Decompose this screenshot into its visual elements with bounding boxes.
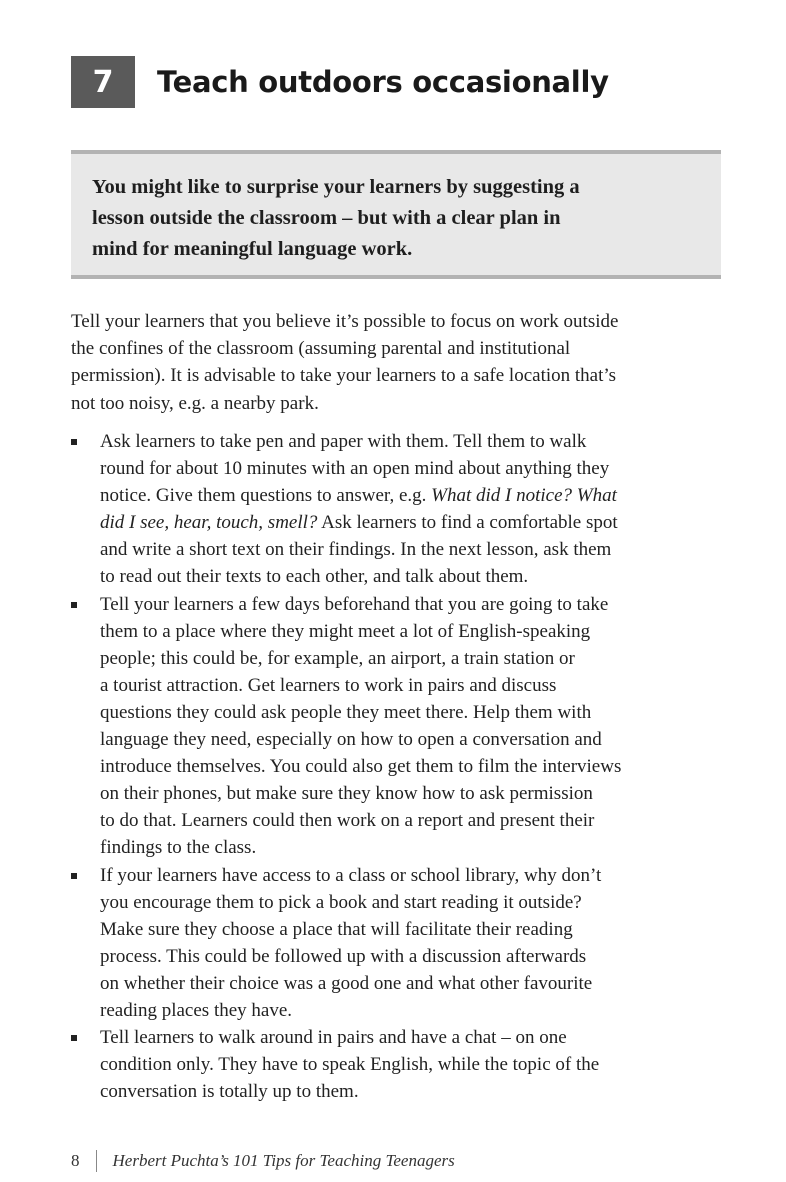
list-item-line: language they need, especially on how to open a conversation and — [100, 729, 602, 751]
page-footer — [71, 1147, 455, 1175]
intro-paragraph — [71, 308, 731, 417]
bullet-square-icon — [71, 602, 77, 608]
list-item-line: reading places they have. — [100, 999, 293, 1021]
bullet-square-icon — [71, 873, 77, 879]
list-item-line: on whether their choice was a good one and what other favourite — [100, 972, 593, 994]
list-item-text: notice. Give them questions to answer, e.g. — [100, 485, 432, 507]
list-item-line: process. This could be followed up with a discussion afterwards — [100, 945, 587, 967]
list-item-line: questions they could ask people they meet there. Help them with — [100, 701, 592, 723]
bullet-square-icon — [71, 439, 77, 445]
list-item — [71, 862, 731, 1025]
list-item-line: a tourist attraction. Get learners to work in pairs and discuss — [100, 674, 557, 696]
book-title: Herbert Puchta’s 101 Tips for Teaching Teenagers — [112, 1151, 455, 1170]
list-item-line: to read out their texts to each other, and talk about them. — [100, 566, 529, 588]
list-item-line: Tell learners to walk around in pairs and have a chat – on one — [100, 1027, 567, 1049]
list-item-line: round for about 10 minutes with an open mind about anything they — [100, 458, 610, 480]
list-item-line: and write a short text on their findings. In the next lesson, ask them — [100, 539, 612, 561]
list-item — [71, 428, 731, 591]
list-item-line — [100, 482, 731, 509]
intro-line: Tell your learners that you believe it’s possible to focus on work outside — [71, 311, 619, 332]
tip-number-badge: 7 — [71, 56, 135, 108]
list-item-text: Ask learners to find a comfortable spot — [317, 512, 618, 534]
list-item-line — [100, 509, 731, 536]
list-item-line: condition only. They have to speak English, while the topic of the — [100, 1054, 600, 1076]
callout-line: mind for meaningful language work. — [92, 238, 413, 260]
list-item-line: Ask learners to take pen and paper with them. Tell them to walk — [100, 431, 587, 452]
tips-bullet-list — [71, 428, 731, 1105]
callout-line: lesson outside the classroom – but with a clear plan in — [92, 207, 561, 229]
list-item-line: introduce themselves. You could also get them to film the interviews — [100, 756, 622, 778]
callout-box — [71, 150, 721, 279]
list-item-line: conversation is totally up to them. — [100, 1081, 359, 1103]
list-item-line: If your learners have access to a class or school library, why don’t — [100, 864, 602, 886]
bullet-square-icon — [71, 1035, 77, 1041]
intro-line: not too noisy, e.g. a nearby park. — [71, 392, 319, 414]
list-item-line: people; this could be, for example, an airport, a train station or — [100, 647, 575, 669]
tip-title: Teach outdoors occasionally — [157, 65, 609, 99]
list-item-line: Tell your learners a few days beforehand that you are going to take — [100, 593, 609, 615]
intro-line: the confines of the classroom (assuming parental and institutional — [71, 338, 571, 360]
list-item-line: on their phones, but make sure they know how to ask permission — [100, 783, 593, 805]
callout-line: You might like to surprise your learners by suggesting a — [92, 176, 580, 198]
list-item-line: you encourage them to pick a book and start reading it outside? — [100, 891, 582, 913]
list-item-line: findings to the class. — [100, 837, 257, 859]
list-item-line: to do that. Learners could then work on a report and present their — [100, 810, 595, 832]
list-item — [71, 1024, 731, 1105]
list-item-line: them to a place where they might meet a lot of English-speaking — [100, 620, 591, 642]
list-item — [71, 591, 731, 862]
intro-line: permission). It is advisable to take your learners to a safe location that’s — [71, 365, 617, 387]
list-item-line: Make sure they choose a place that will facilitate their reading — [100, 918, 573, 940]
italic-question-text: What did I notice? What — [431, 485, 617, 507]
footer-divider — [96, 1150, 97, 1172]
callout-text — [92, 172, 699, 265]
page-number: 8 — [71, 1151, 80, 1170]
italic-question-text: did I see, hear, touch, smell? — [100, 512, 318, 534]
